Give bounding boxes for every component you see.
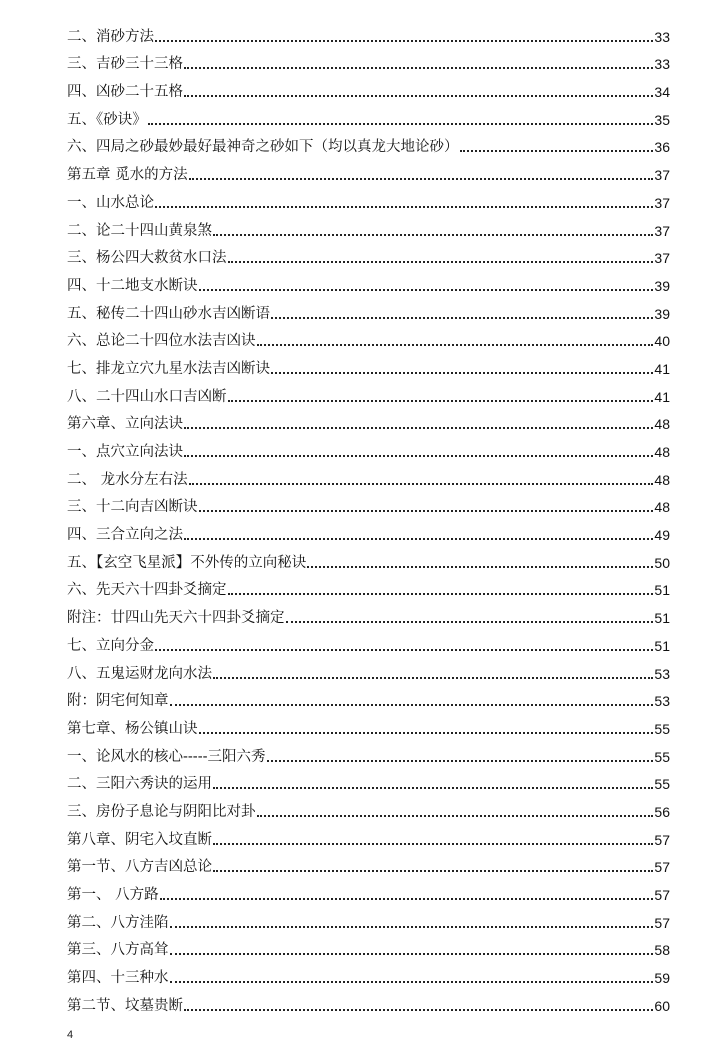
toc-entry-title: 第四、十三种水 bbox=[67, 970, 169, 987]
toc-entry[interactable] bbox=[67, 157, 670, 185]
dot-leader bbox=[228, 400, 654, 402]
toc-entry[interactable] bbox=[67, 185, 670, 213]
toc-entry-title: 二、三阳六秀诀的运用 bbox=[67, 776, 212, 793]
toc-entry-title: 五、《砂诀》 bbox=[67, 111, 147, 128]
toc-entry-title: 五、秘传二十四山砂水吉凶断语 bbox=[67, 305, 270, 322]
toc-entry[interactable] bbox=[67, 102, 670, 130]
toc-entry[interactable] bbox=[67, 822, 670, 850]
toc-entry[interactable] bbox=[67, 767, 670, 795]
dot-leader bbox=[228, 593, 654, 595]
toc-entry-page: 37 bbox=[654, 250, 670, 267]
toc-entry[interactable] bbox=[67, 351, 670, 379]
toc-entry-page: 33 bbox=[654, 28, 670, 45]
dot-leader bbox=[213, 843, 653, 845]
toc-entry[interactable] bbox=[67, 434, 670, 462]
dot-leader bbox=[257, 344, 654, 346]
toc-entry-title: 附：阴宅何知章 bbox=[67, 693, 169, 710]
toc-entry-title: 六、总论二十四位水法吉凶诀 bbox=[67, 333, 256, 350]
toc-entry-title: 三、吉砂三十三格 bbox=[67, 56, 183, 73]
toc-entry-title: 一、点穴立向法诀 bbox=[67, 444, 183, 460]
dot-leader bbox=[199, 289, 654, 291]
toc-entry-title: 八、五鬼运财龙向水法 bbox=[67, 665, 212, 682]
toc-entry[interactable] bbox=[67, 933, 670, 961]
dot-leader bbox=[228, 261, 654, 263]
toc-entry-page: 33 bbox=[654, 56, 670, 73]
dot-leader bbox=[184, 1009, 653, 1011]
toc-entry-page: 51 bbox=[654, 610, 670, 627]
table-of-contents bbox=[67, 19, 670, 1016]
toc-entry-page: 48 bbox=[654, 499, 670, 516]
toc-entry-page: 51 bbox=[654, 582, 670, 599]
toc-entry-page: 35 bbox=[654, 111, 670, 128]
toc-entry-title: 二、消砂方法 bbox=[67, 28, 154, 45]
toc-entry[interactable] bbox=[67, 268, 670, 296]
toc-entry-title: 七、立向分金 bbox=[67, 637, 154, 654]
toc-entry-page: 60 bbox=[654, 997, 670, 1014]
toc-entry[interactable] bbox=[67, 74, 670, 102]
toc-entry-title: 第三、八方高耸 bbox=[67, 942, 169, 959]
toc-entry-title: 八、二十四山水口吉凶断 bbox=[67, 388, 227, 405]
toc-entry-page: 53 bbox=[654, 693, 670, 710]
toc-entry[interactable] bbox=[67, 490, 670, 518]
toc-entry[interactable] bbox=[67, 407, 670, 435]
toc-entry-title: 二、论二十四山黄泉煞 bbox=[67, 222, 212, 239]
dot-leader bbox=[213, 234, 653, 236]
toc-entry-page: 39 bbox=[654, 277, 670, 294]
toc-entry-title: 五、【玄空飞星派】不外传的立向秘诀 bbox=[67, 554, 307, 571]
toc-entry-title: 附注：廿四山先天六十四卦爻摘定 bbox=[67, 610, 285, 627]
toc-entry-page: 41 bbox=[654, 360, 670, 377]
toc-entry-page: 58 bbox=[654, 942, 670, 959]
dot-leader bbox=[184, 427, 653, 429]
toc-entry[interactable] bbox=[67, 573, 670, 601]
toc-entry[interactable] bbox=[67, 794, 670, 822]
dot-leader bbox=[184, 538, 653, 540]
toc-entry-page: 36 bbox=[654, 139, 670, 156]
toc-entry-page: 49 bbox=[654, 527, 670, 544]
toc-entry-page: 57 bbox=[654, 859, 670, 876]
toc-entry-page: 48 bbox=[654, 471, 670, 488]
toc-entry-title: 四、凶砂二十五格 bbox=[67, 84, 183, 101]
toc-entry-page: 34 bbox=[654, 84, 670, 101]
dot-leader bbox=[184, 67, 653, 69]
dot-leader bbox=[155, 206, 653, 208]
dot-leader bbox=[170, 953, 654, 955]
dot-leader bbox=[189, 178, 654, 180]
toc-entry-title: 三、十二向吉凶断诀 bbox=[67, 499, 198, 516]
toc-entry-page: 50 bbox=[654, 554, 670, 571]
toc-entry[interactable] bbox=[67, 656, 670, 684]
dot-leader bbox=[213, 787, 653, 789]
toc-entry-title: 第二节、坟墓贵断 bbox=[67, 997, 183, 1014]
toc-entry[interactable] bbox=[67, 988, 670, 1016]
toc-entry-title: 第五章 觅水的方法 bbox=[67, 167, 188, 184]
toc-entry-page: 51 bbox=[654, 637, 670, 654]
toc-entry-page: 37 bbox=[654, 222, 670, 239]
dot-leader bbox=[148, 123, 654, 125]
dot-leader bbox=[189, 483, 654, 485]
dot-leader bbox=[271, 372, 653, 374]
dot-leader bbox=[184, 95, 653, 97]
toc-entry-title: 四、三合立向之法 bbox=[67, 527, 183, 544]
toc-entry[interactable] bbox=[67, 462, 670, 490]
dot-leader bbox=[286, 621, 654, 623]
toc-entry-page: 55 bbox=[654, 720, 670, 737]
page-number: 4 bbox=[67, 1029, 74, 1041]
toc-entry-page: 41 bbox=[654, 388, 670, 405]
dot-leader bbox=[307, 566, 653, 568]
toc-entry[interactable] bbox=[67, 739, 670, 767]
toc-entry[interactable] bbox=[67, 379, 670, 407]
toc-entry[interactable] bbox=[67, 296, 670, 324]
toc-entry[interactable] bbox=[67, 905, 670, 933]
dot-leader bbox=[170, 704, 654, 706]
dot-leader bbox=[271, 317, 653, 319]
toc-entry[interactable] bbox=[67, 324, 670, 352]
toc-entry-title: 四、十二地支水断诀 bbox=[67, 277, 198, 294]
toc-entry[interactable] bbox=[67, 628, 670, 656]
toc-entry-title: 一、山水总论 bbox=[67, 194, 154, 211]
toc-entry-title: 三、房份子息论与阴阳比对卦 bbox=[67, 803, 256, 820]
dot-leader bbox=[213, 677, 653, 679]
toc-entry-title: 七、排龙立穴九星水法吉凶断诀 bbox=[67, 360, 270, 377]
toc-entry[interactable] bbox=[67, 877, 670, 905]
toc-entry[interactable] bbox=[67, 517, 670, 545]
toc-entry-page: 39 bbox=[654, 305, 670, 322]
dot-leader bbox=[213, 870, 653, 872]
toc-entry-page: 40 bbox=[654, 333, 670, 350]
toc-entry-page: 56 bbox=[654, 803, 670, 820]
toc-entry-title: 二、 龙水分左右法 bbox=[67, 471, 188, 488]
toc-entry-title: 第六章、立向法诀 bbox=[67, 416, 183, 433]
toc-entry-page: 37 bbox=[654, 194, 670, 211]
toc-entry-page: 57 bbox=[654, 831, 670, 848]
toc-entry[interactable] bbox=[67, 241, 670, 269]
dot-leader bbox=[184, 455, 653, 457]
toc-entry[interactable] bbox=[67, 19, 670, 47]
dot-leader bbox=[160, 898, 654, 900]
toc-entry-title: 第七章、杨公镇山诀 bbox=[67, 720, 198, 737]
toc-entry-title: 一、论风水的核心-----三阳六秀 bbox=[67, 748, 266, 765]
toc-entry-title: 第二、八方洼陷 bbox=[67, 914, 169, 931]
dot-leader bbox=[267, 760, 654, 762]
toc-entry[interactable] bbox=[67, 850, 670, 878]
dot-leader bbox=[155, 649, 653, 651]
toc-entry-page: 57 bbox=[654, 887, 670, 903]
toc-entry[interactable] bbox=[67, 600, 670, 628]
toc-entry[interactable] bbox=[67, 545, 670, 573]
toc-entry-page: 55 bbox=[654, 776, 670, 793]
dot-leader bbox=[170, 981, 654, 983]
toc-entry[interactable] bbox=[67, 213, 670, 241]
toc-entry[interactable] bbox=[67, 960, 670, 988]
toc-entry-page: 59 bbox=[654, 970, 670, 987]
toc-entry-title: 第八章、阴宅入坟直断 bbox=[67, 831, 212, 848]
toc-entry-title: 三、杨公四大救贫水口法 bbox=[67, 250, 227, 267]
dot-leader bbox=[460, 150, 654, 152]
toc-entry-page: 53 bbox=[654, 665, 670, 682]
toc-entry[interactable] bbox=[67, 684, 670, 712]
toc-entry[interactable] bbox=[67, 130, 670, 158]
toc-entry-page: 48 bbox=[654, 444, 670, 460]
toc-entry-title: 第一、 八方路 bbox=[67, 887, 159, 903]
dot-leader bbox=[199, 510, 654, 512]
dot-leader bbox=[257, 815, 654, 817]
dot-leader bbox=[155, 40, 653, 42]
toc-entry[interactable] bbox=[67, 711, 670, 739]
toc-entry-page: 55 bbox=[654, 748, 670, 765]
toc-entry[interactable] bbox=[67, 47, 670, 75]
dot-leader bbox=[199, 732, 654, 734]
toc-entry-page: 48 bbox=[654, 416, 670, 433]
toc-entry-page: 37 bbox=[654, 167, 670, 184]
toc-entry-title: 六、四局之砂最妙最好最神奇之砂如下（均以真龙大地论砂） bbox=[67, 139, 459, 156]
dot-leader bbox=[170, 926, 654, 928]
toc-entry-page: 57 bbox=[654, 914, 670, 931]
toc-entry-title: 第一节、八方吉凶总论 bbox=[67, 859, 212, 876]
toc-entry-title: 六、先天六十四卦爻摘定 bbox=[67, 582, 227, 599]
